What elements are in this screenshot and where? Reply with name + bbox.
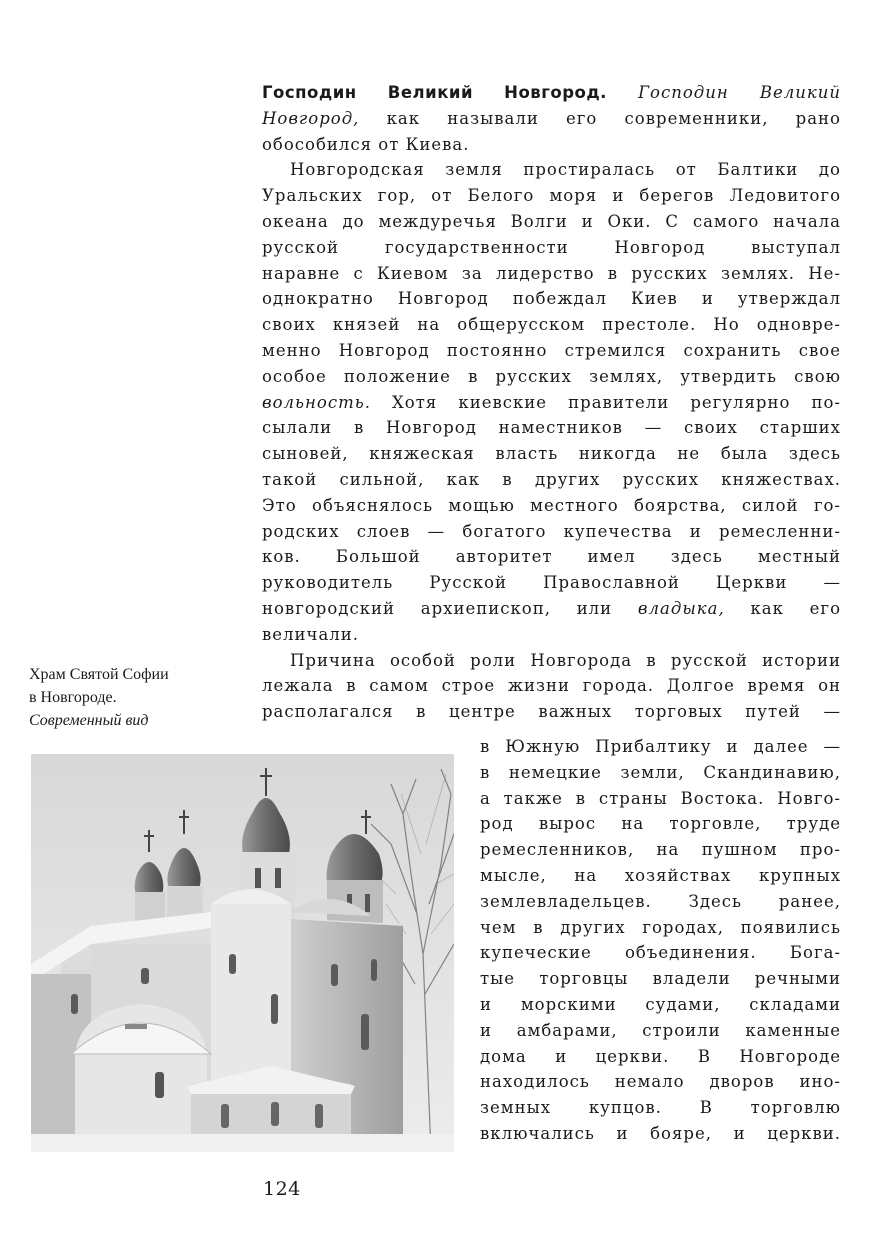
text-line: тые торговцы владели речными <box>480 969 841 989</box>
text-line: однократно Новгород побеждал Киев и утверждал <box>262 289 841 309</box>
paragraph-start: Новгородская земля простиралась от Балтики до <box>290 160 841 180</box>
photo-caption <box>29 663 169 732</box>
text-line: земных купцов. В торговлю <box>480 1098 841 1118</box>
text-line: дома и церкви. В Новгороде <box>480 1046 841 1066</box>
text-line: новгородский архиепископ, или владыка, как его <box>262 598 842 618</box>
text-line: обособился от Киева. <box>262 134 470 154</box>
text-line: Новгород, как называли его современники, рано <box>262 108 841 128</box>
text-line: Это объяснялось мощью местного боярства, силой го- <box>262 495 841 515</box>
text-line: вольность. Хотя киевские правители регулярно по- <box>262 392 841 412</box>
text-line: величали. <box>262 624 360 644</box>
text-line: Господин Великий Новгород. Господин Великий <box>262 83 841 102</box>
caption-location: в Новгороде. <box>29 689 117 706</box>
text-line: род вырос на торговле, труде <box>480 814 841 834</box>
text-line: и морскими судами, складами <box>480 994 841 1014</box>
text-line: мысле, на хозяйствах крупных <box>480 865 841 885</box>
text-line: ремесленников, на пушном про- <box>480 840 841 860</box>
text-line: в Южную Прибалтику и далее — <box>480 737 841 756</box>
text-line: наравне с Киевом за лидерство в русских землях. Не- <box>262 263 841 283</box>
text-line: такой сильной, как в других русских княжествах. <box>262 469 841 489</box>
main-text-column <box>262 80 841 725</box>
text-line: купеческие объединения. Бога- <box>480 943 841 963</box>
text-line: русской государственности Новгород выступал <box>262 237 841 257</box>
text-line: в немецкие земли, Скандинавию, <box>480 762 841 782</box>
text-line: океана до междуречья Волги и Оки. С самого начала <box>262 211 841 231</box>
text-line: своих князей на общерусском престоле. Но одновре- <box>262 315 841 335</box>
text-line: располагался в центре важных торговых путей — <box>262 702 841 722</box>
text-line: включались и бояре, и церкви. <box>480 1123 841 1143</box>
text-line: чем в других городах, появились <box>480 917 841 937</box>
text-line: руководитель Русской Православной Церкви — <box>262 573 841 593</box>
section-heading: Господин Великий Новгород. <box>262 83 607 102</box>
paragraph-start: Причина особой роли Новгорода в русской истории <box>290 650 841 670</box>
text-line: менно Новгород постоянно стремился сохранить свое <box>262 340 841 360</box>
wrapped-text-column <box>480 734 841 1147</box>
text-line: находилось немало дворов ино- <box>480 1072 841 1092</box>
caption-title: Храм Святой Софии <box>29 666 169 683</box>
text-line: сыновей, княжеская власть никогда не была здесь <box>262 444 841 464</box>
page-number: 124 <box>263 1178 301 1200</box>
caption-note: Современный вид <box>29 712 149 729</box>
text-line: лежала в самом строе жизни города. Долгое время он <box>262 676 841 696</box>
text-line: и амбарами, строили каменные <box>480 1020 841 1040</box>
text-line: землевладельцев. Здесь ранее, <box>480 891 841 911</box>
text-line: ков. Большой авторитет имел здесь местный <box>262 547 841 567</box>
text-line: особое положение в русских землях, утвердить свою <box>262 366 841 386</box>
cathedral-photo <box>31 754 454 1152</box>
text-line: а также в страны Востока. Новго- <box>480 788 841 808</box>
text-line: родских слоев — богатого купечества и ремесленни- <box>262 521 841 541</box>
text-line: Уральских гор, от Белого моря и берегов Ледовитого <box>262 186 841 206</box>
text-line: сылали в Новгород наместников — своих старших <box>262 418 841 438</box>
